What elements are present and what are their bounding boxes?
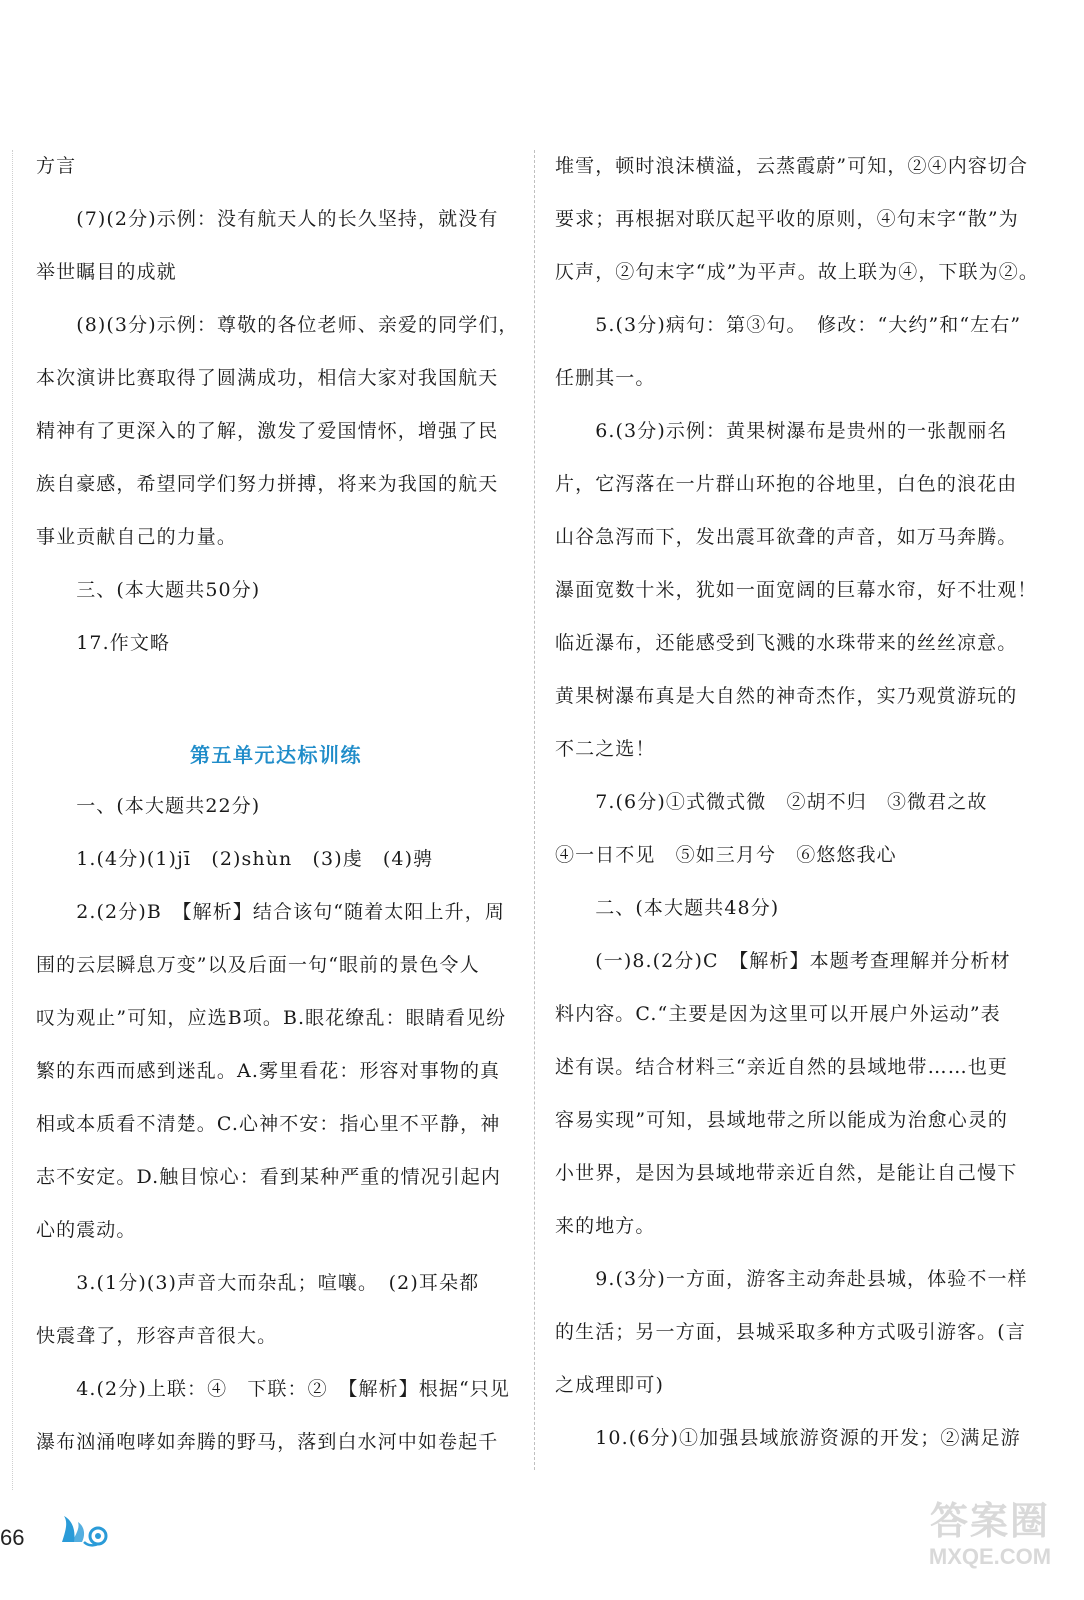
text-line: ④一日不见 ⑤如三月兮 ⑥悠悠我心 [555, 844, 897, 866]
text-line: 一、(本大题共22分) [36, 795, 261, 817]
watermark-cn: 答案圈 [929, 1501, 1050, 1543]
text-line: 5.(3分)病句：第③句。 修改：“大约”和“左右” [555, 314, 1022, 336]
text-line: 之成理即可) [555, 1374, 665, 1396]
text-line: 叹为观止”可知，应选B项。B.眼花缭乱：眼睛看见纷 [36, 1007, 507, 1029]
right-column-text [555, 150, 1055, 1475]
text-line: 快震聋了，形容声音很大。 [36, 1325, 278, 1347]
text-line: 的生活；另一方面，县城采取多种方式吸引游客。(言 [555, 1321, 1026, 1343]
text-line: 繁的东西而感到迷乱。A.雾里看花：形容对事物的真 [36, 1060, 501, 1082]
text-line: 1.(4分)(1)jī (2)shùn (3)虔 (4)骋 [36, 848, 434, 870]
text-line: 山谷急泻而下，发出震耳欲聋的声音，如万马奔腾。 [555, 526, 1018, 548]
text-line: 事业贡献自己的力量。 [36, 526, 238, 548]
text-line: 2.(2分)B 【解析】结合该句“随着太阳上升，周 [36, 901, 505, 923]
text-line: 举世瞩目的成就 [36, 261, 177, 283]
text-line: (7)(2分)示例：没有航天人的长久坚持，就没有 [36, 208, 499, 230]
right-column [555, 150, 1055, 1475]
text-line: 三、(本大题共50分) [36, 579, 261, 601]
wave-swirl-icon [58, 1512, 116, 1552]
left-column [36, 150, 519, 1479]
left-column-text-after [36, 790, 516, 1479]
text-line: 要求；再根据对联仄起平收的原则，④句末字“散”为 [555, 208, 1019, 230]
text-line: 瀑面宽数十米，犹如一面宽阔的巨幕水帘，好不壮观！ [555, 579, 1038, 601]
text-line: 17.作文略 [36, 632, 171, 654]
text-line: 仄声，②句末字“成”为平声。故上联为④，下联为②。 [555, 261, 1039, 283]
watermark [905, 1500, 1075, 1570]
text-line: 精神有了更深入的了解，激发了爱国情怀，增强了民 [36, 420, 499, 442]
text-line: 方言 [36, 155, 77, 177]
text-line: 述有误。结合材料三“亲近自然的县域地带……也更 [555, 1056, 1009, 1078]
column-divider [534, 150, 535, 1470]
text-line: 小世界，是因为县域地带亲近自然，是能让自己慢下 [555, 1162, 1018, 1184]
text-line: 不二之选！ [555, 738, 656, 760]
left-column-text-before [36, 150, 519, 680]
text-line: 临近瀑布，还能感受到飞溅的水珠带来的丝丝凉意。 [555, 632, 1018, 654]
text-line: 围的云层瞬息万变”以及后面一句“眼前的景色令人 [36, 954, 480, 976]
text-line: 黄果树瀑布真是大自然的神奇杰作，实乃观赏游玩的 [555, 685, 1018, 707]
text-line: 来的地方。 [555, 1215, 656, 1237]
text-line: 3.(1分)(3)声音大而杂乱；喧嚷。 (2)耳朵都 [36, 1272, 480, 1294]
text-line: 容易实现”可知，县域地带之所以能成为治愈心灵的 [555, 1109, 1009, 1131]
text-line: 瀑布汹涌咆哮如奔腾的野马，落到白水河中如卷起千 [36, 1431, 499, 1453]
text-line: 本次演讲比赛取得了圆满成功，相信大家对我国航天 [36, 367, 499, 389]
text-line: 10.(6分)①加强县域旅游资源的开发；②满足游 [555, 1427, 1021, 1449]
text-line: (8)(3分)示例：尊敬的各位老师、亲爱的同学们， [36, 314, 519, 336]
text-line: 任删其一。 [555, 367, 656, 389]
text-line: 族自豪感，希望同学们努力拼搏，将来为我国的航天 [36, 473, 499, 495]
heading-spacer [36, 680, 516, 720]
text-line: 心的震动。 [36, 1219, 137, 1241]
text-line: 片，它泻落在一片群山环抱的谷地里，白色的浪花由 [555, 473, 1018, 495]
section-heading: 第五单元达标训练 [190, 743, 362, 767]
text-line: 6.(3分)示例：黄果树瀑布是贵州的一张靓丽名 [555, 420, 1008, 442]
text-line: 堆雪，顿时浪沫横溢，云蒸霞蔚”可知，②④内容切合 [555, 155, 1029, 177]
left-margin-rule [12, 150, 13, 1490]
text-line: 二、(本大题共48分) [555, 897, 780, 919]
page-number: 66 [0, 1525, 25, 1550]
text-line: 志不安定。D.触目惊心：看到某种严重的情况引起内 [36, 1166, 501, 1188]
text-line: 7.(6分)①式微式微 ②胡不归 ③微君之故 [555, 791, 988, 813]
text-line: 4.(2分)上联：④ 下联：② 【解析】根据“只见 [36, 1378, 510, 1400]
watermark-en: MXQE.COM [928, 1544, 1052, 1569]
text-line: 相或本质看不清楚。C.心神不安：指心里不平静，神 [36, 1113, 501, 1135]
text-line: (一)8.(2分)C 【解析】本题考查理解并分析材 [555, 950, 1011, 972]
text-line: 9.(3分)一方面，游客主动奔赴县城，体验不一样 [555, 1268, 1028, 1290]
text-line: 料内容。C.“主要是因为这里可以开展户外运动”表 [555, 1003, 1001, 1025]
